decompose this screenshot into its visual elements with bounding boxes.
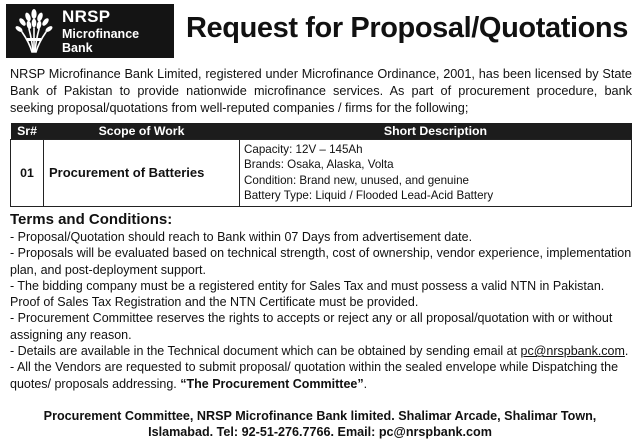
table-row	[11, 139, 632, 206]
scope-table	[10, 123, 632, 207]
header-short-description: Short Description	[240, 123, 632, 139]
description-capacity: Capacity: 12V – 145Ah	[244, 142, 363, 156]
row-scope: Procurement of Batteries	[44, 139, 240, 206]
header	[0, 0, 640, 62]
row-description	[240, 139, 632, 206]
vendors-end: .	[363, 376, 368, 391]
terms-heading: Terms and Conditions:	[10, 211, 173, 228]
row-sr: 01	[11, 139, 44, 206]
term-item-evaluation: - Proposals will be evaluated based on technical strength, cost of ownership, vendor experience, implementation plan, and post-deployment support.	[10, 246, 632, 277]
term-item-deadline: - Proposal/Quotation should reach to Bank within 07 Days from advertisement date.	[10, 230, 473, 244]
description-battery-type: Battery Type: Liquid / Flooded Lead-Acid Battery	[244, 189, 494, 202]
details-email-link[interactable]: pc@nrspbank.com	[520, 344, 625, 359]
details-text: - Details are available in the Technical document which can be obtained by sending email at	[10, 344, 521, 359]
details-end: .	[624, 344, 629, 359]
term-item-rights: - Procurement Committee reserves the rights to accepts or reject any or all proposal/quotation with or without assigning any reason.	[10, 311, 613, 342]
description-brands: Brands: Osaka, Alaska, Volta	[244, 158, 394, 171]
logo-subtitle-bank: Bank	[62, 41, 93, 55]
description-condition: Condition: Brand new, unused, and genuine	[244, 173, 469, 187]
header-sr: Sr#	[11, 123, 44, 139]
table-header-row	[11, 123, 632, 139]
term-item-details	[10, 343, 632, 359]
logo-subtitle-microfinance: Microfinance	[62, 27, 140, 41]
header-scope-of-work: Scope of Work	[44, 123, 240, 139]
term-item-registration: - The bidding company must be a registered entity for Sales Tax and must possess a valid NTN in Pakistan. Proof of Sales Tax Registration and the NTN Certificate must be provided.	[10, 278, 605, 310]
footer-contact	[0, 408, 640, 440]
bank-logo	[6, 4, 174, 58]
logo-name: NRSP	[62, 7, 111, 26]
page-title: Request for Proposal/Quotations	[186, 12, 628, 44]
footer-address: Procurement Committee, NRSP Microfinance Bank limited. Shalimar Arcade, Shalimar Town,	[43, 409, 597, 423]
intro-paragraph: NRSP Microfinance Bank Limited, registered under Microfinance Ordinance, 2001, has been licensed by State Bank of Pakistan to provide nationwide microfinance services. As part of procurement procedure, bank seeking proposal/quotations from well-reputed companies / firms for the following;	[10, 67, 632, 115]
footer-phone-email: Islamabad. Tel: 92-51-276.7766. Email: pc@nrspbank.com	[148, 425, 492, 439]
vendors-text: - All the Vendors are requested to submit proposal/ quotation within the sealed envelope while Dispatching the quotes/ proposals addressing.	[10, 360, 619, 391]
terms-list	[10, 229, 632, 392]
vendors-addressee: “The Procurement Committee”	[180, 376, 364, 391]
wheat-sheaf-icon	[12, 8, 56, 54]
term-item-vendors	[10, 359, 632, 392]
